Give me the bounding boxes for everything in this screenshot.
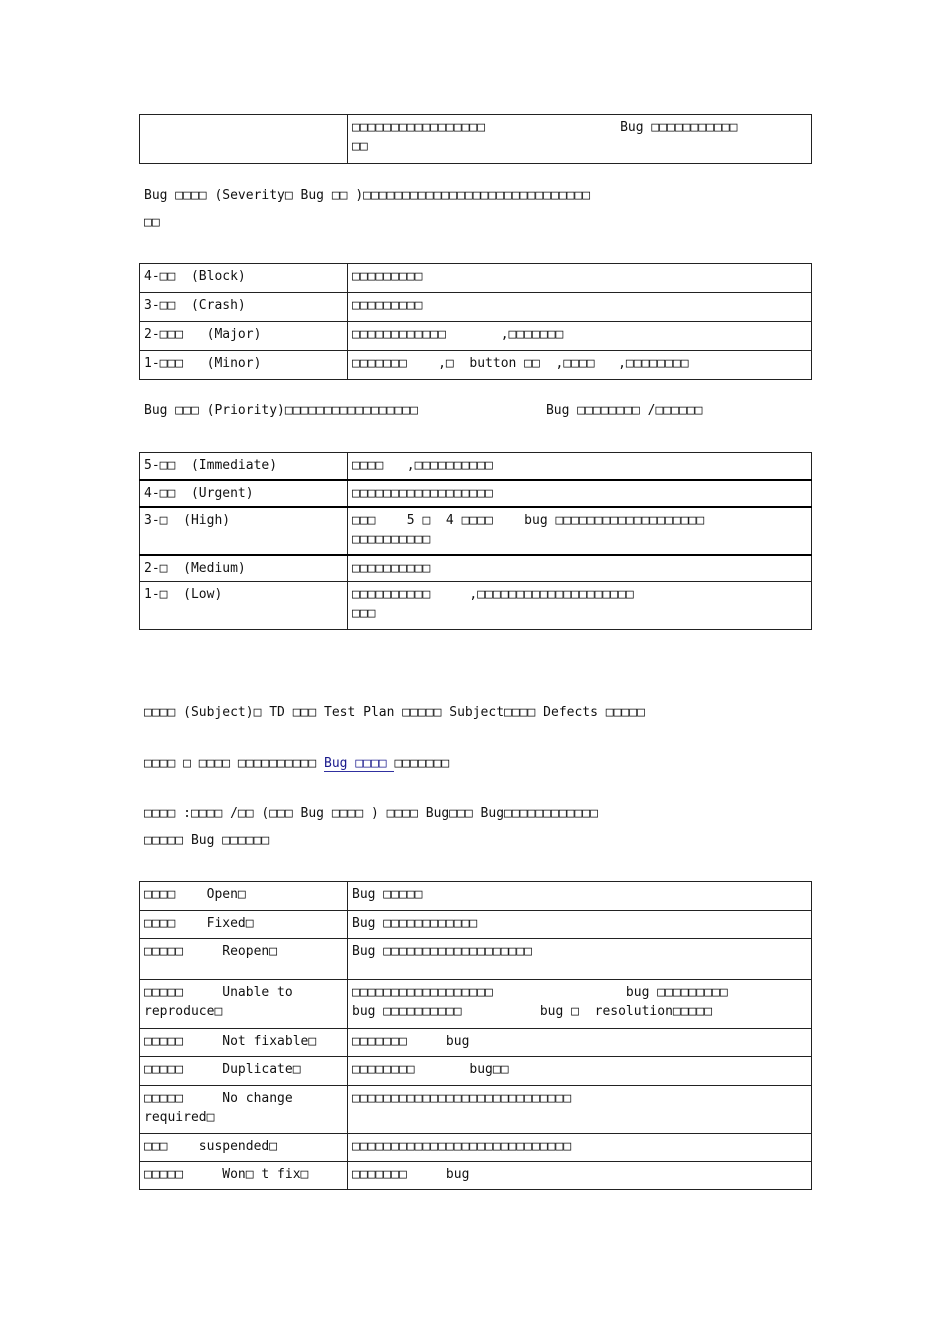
priority-desc: □□□□ ,□□□□□□□□□□ (348, 453, 812, 480)
priority-table (139, 452, 812, 630)
priority-intro-text-b: Bug □□□□□□□□ /□□□□□□ (545, 403, 703, 418)
status-state: □□□□ Open□ (140, 882, 348, 911)
status-state: □□□□□ Won□ t fix□ (140, 1162, 348, 1190)
status-desc: □□□□□□□□□□□□□□□□□□□□□□□□□□□□ (348, 1134, 812, 1162)
priority-level: 5-□□ (Immediate) (140, 453, 348, 480)
status-desc: □□□□□□□□ bug□□ (348, 1057, 812, 1086)
status-state: □□□□□ Duplicate□ (140, 1057, 348, 1086)
status-desc: Bug □□□□□□□□□□□□□□□□□□□ (348, 939, 812, 980)
severity-level: 1-□□□ (Minor) (140, 351, 348, 380)
priority-level: 1-□ (Low) (140, 582, 348, 630)
priority-desc-cont: □□□ (352, 606, 376, 621)
severity-level: 3-□□ (Crash) (140, 293, 348, 322)
subject-paragraph: □□□□ (Subject)□ TD □□□ Test Plan □□□□□ Subject□□□□ Defects □□□□□ (144, 705, 645, 720)
status-table (139, 881, 812, 1190)
severity-level: 2-□□□ (Major) (140, 322, 348, 351)
status-state: □□□□□ Reopen□ (140, 939, 348, 980)
status-paragraph-line1: □□□□ :□□□□ /□□ (□□□ Bug □□□□ ) □□□□ Bug□□□ Bug□□□□□□□□□□□□ (144, 806, 598, 821)
status-state: □□□□ Fixed□ (140, 911, 348, 939)
status-state: □□□□□ Unable to reproduce□ (140, 980, 348, 1029)
priority-level: 2-□ (Medium) (140, 555, 348, 582)
priority-desc: □□□□□□□□□□ (348, 555, 812, 582)
status-state: □□□□□ No change required□ (140, 1086, 348, 1134)
severity-intro-line1: Bug □□□□ (Severity□ Bug □□ )□□□□□□□□□□□□□□□□□□□□□□□□□□□□□ (144, 188, 591, 203)
severity-desc: □□□□□□□ ,□ button □□ ,□□□□ ,□□□□□□□□ (348, 351, 812, 380)
priority-intro (144, 403, 702, 418)
priority-desc-cell (348, 507, 812, 555)
assign-text-post: □□□□□□□ (394, 756, 450, 771)
assign-link[interactable]: Bug □□□□ (324, 756, 395, 771)
status-desc: Bug □□□□□□□□□□□□ (348, 911, 812, 939)
severity-desc: □□□□□□□□□ (348, 264, 812, 293)
status-paragraph-line2: □□□□□ Bug □□□□□□ (144, 833, 270, 848)
priority-desc-cont: □□□□□□□□□□ (352, 531, 431, 547)
status-state: □□□ suspended□ (140, 1134, 348, 1162)
status-desc: Bug □□□□□ (348, 882, 812, 911)
status-desc: □□□□□□□□□□□□□□□□□□ bug □□□□□□□□□ bug □□□□□□□□□□ bug □ resolution□□□□□ (348, 980, 812, 1029)
top-table-text-1: □□□□□□□□□□□□□□□□□ (352, 120, 486, 135)
priority-desc-cell (348, 582, 812, 630)
top-table (139, 114, 812, 164)
top-table-text-1b: Bug □□□□□□□□□□□ (620, 120, 738, 135)
assign-text-pre: □□□□ □ □□□□ □□□□□□□□□□ (144, 756, 325, 771)
priority-intro-text: Bug □□□ (Priority)□□□□□□□□□□□□□□□□□ (144, 403, 418, 418)
severity-table (139, 263, 812, 380)
assign-paragraph (144, 756, 449, 771)
top-table-text-2: □□ (352, 139, 368, 154)
priority-desc: □□□□□□□□□□ ,□□□□□□□□□□□□□□□□□□□□ (352, 587, 634, 602)
priority-desc: □□□□□□□□□□□□□□□□□□ (348, 480, 812, 507)
status-desc: □□□□□□□ bug (348, 1162, 812, 1190)
severity-level: 4-□□ (Block) (140, 264, 348, 293)
status-desc: □□□□□□□□□□□□□□□□□□□□□□□□□□□□ (348, 1086, 812, 1134)
priority-desc: □□□ 5 □ 4 □□□□ bug □□□□□□□□□□□□□□□□□□□ (352, 512, 705, 528)
top-table-right-cell (348, 115, 812, 164)
severity-desc: □□□□□□□□□ (348, 293, 812, 322)
severity-intro-line2: □□ (144, 215, 160, 230)
status-state: □□□□□ Not fixable□ (140, 1029, 348, 1057)
severity-desc: □□□□□□□□□□□□ ,□□□□□□□ (348, 322, 812, 351)
priority-level: 3-□ (High) (140, 507, 348, 555)
status-desc: □□□□□□□ bug (348, 1029, 812, 1057)
top-table-left-cell (140, 115, 348, 164)
priority-level: 4-□□ (Urgent) (140, 480, 348, 507)
